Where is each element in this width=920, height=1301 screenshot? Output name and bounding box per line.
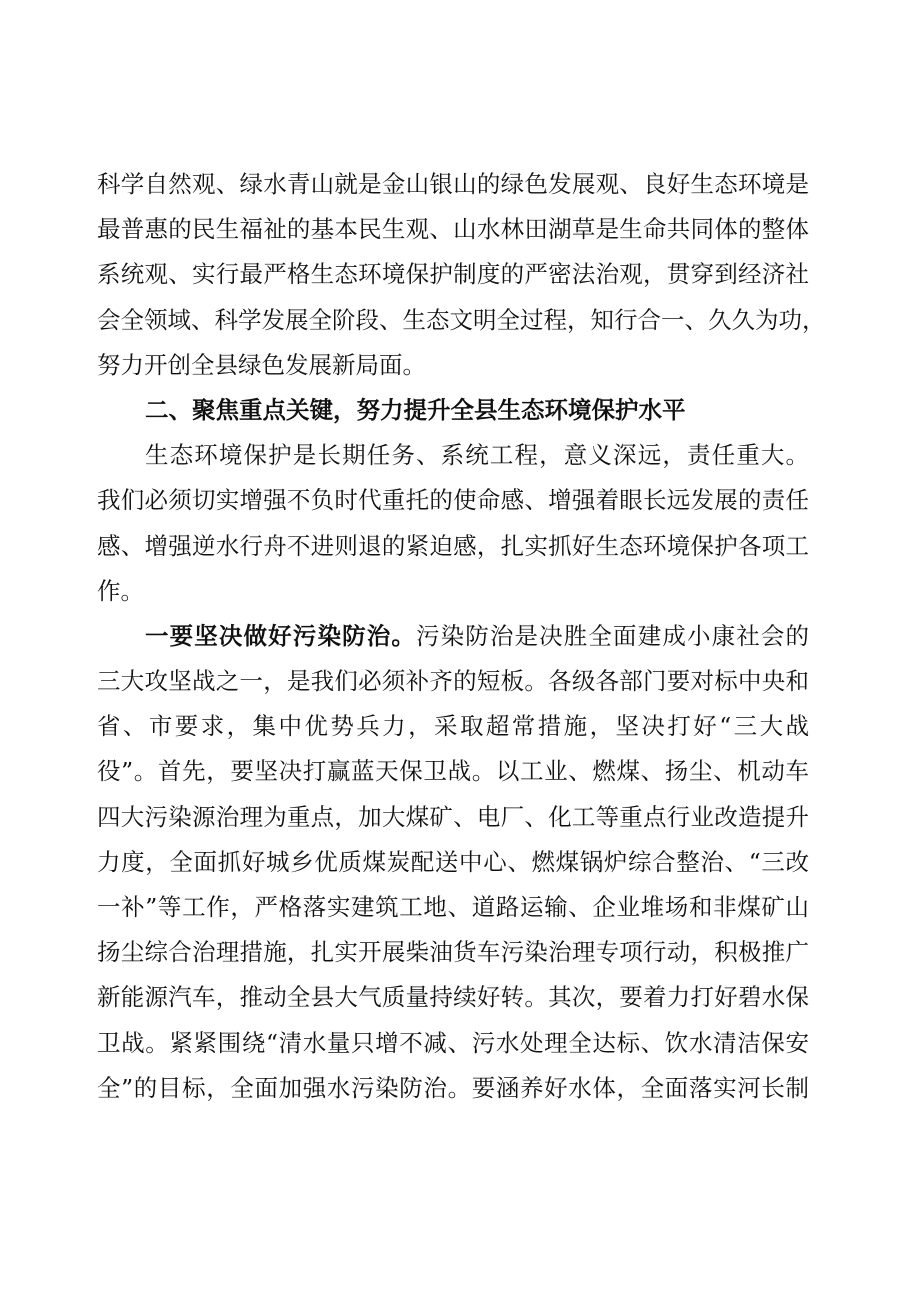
paragraph-3-line-4: 役”。首先，要坚决打赢蓝天保卫战。以工业、燃煤、扬尘、机动车 — [97, 757, 809, 786]
paragraph-3-lead: 一要坚决做好污染防治。 — [145, 621, 416, 650]
paragraph-2-line-1: 生态环境保护是长期任务、系统工程，意义深远，责任重大。 — [145, 441, 809, 470]
paragraph-3-line-5: 四大污染源治理为重点，加大煤矿、电厂、化工等重点行业改造提升 — [97, 802, 809, 831]
paragraph-3-line-9: 新能源汽车，推动全县大气质量持续好转。其次，要着力打好碧水保 — [97, 983, 809, 1012]
paragraph-3-line-10: 卫战。紧紧围绕“清水量只增不减、污水处理全达标、饮水清洁保安 — [97, 1028, 809, 1057]
paragraph-1-line-4: 会全领域、科学发展全阶段、生态文明全过程，知行合一、久久为功， — [97, 305, 826, 334]
paragraph-1-line-1: 科学自然观、绿水青山就是金山银山的绿色发展观、良好生态环境是 — [97, 170, 809, 198]
document-page — [97, 162, 826, 1111]
paragraph-1-line-3: 系统观、实行最严格生态环境保护制度的严密法治观，贯穿到经济社 — [97, 260, 809, 289]
paragraph-3-line-2: 三大攻坚战之一，是我们必须补齐的短板。各级各部门要对标中央和 — [97, 667, 809, 696]
paragraph-3-line-8: 扬尘综合治理措施，扎实开展柴油货车污染治理专项行动，积极推广 — [97, 938, 809, 967]
paragraph-3-line-6: 力度，全面抓好城乡优质煤炭配送中心、燃煤锅炉综合整治、“三改 — [97, 847, 809, 876]
paragraph-2-line-3: 感、增强逆水行舟不进则退的紧迫感，扎实抓好生态环境保护各项工 — [97, 531, 809, 560]
paragraph-3-line-3: 省、市要求，集中优势兵力，采取超常措施，坚决打好“三大战 — [97, 712, 809, 741]
paragraph-1-line-2: 最普惠的民生福祉的基本民生观、山水林田湖草是生命共同体的整体 — [97, 215, 809, 244]
paragraph-3-line-7: 一补”等工作，严格落实建筑工地、道路运输、企业堆场和非煤矿山 — [97, 893, 809, 921]
paragraph-3-line-1 — [97, 614, 809, 659]
paragraph-3-line-11: 全”的目标，全面加强水污染防治。要涵养好水体，全面落实河长制 — [97, 1073, 809, 1102]
paragraph-2-line-4: 作。 — [97, 576, 144, 605]
paragraph-1-line-5: 努力开创全县绿色发展新局面。 — [97, 350, 426, 379]
paragraph-3-first-rest: 污染防治是决胜全面建成小康社会的 — [415, 621, 810, 650]
section-heading-2: 二、聚焦重点关键，努力提升全县生态环境保护水平 — [145, 395, 686, 424]
paragraph-2-line-2: 我们必须切实增强不负时代重托的使命感、增强着眼长远发展的责任 — [97, 486, 809, 515]
